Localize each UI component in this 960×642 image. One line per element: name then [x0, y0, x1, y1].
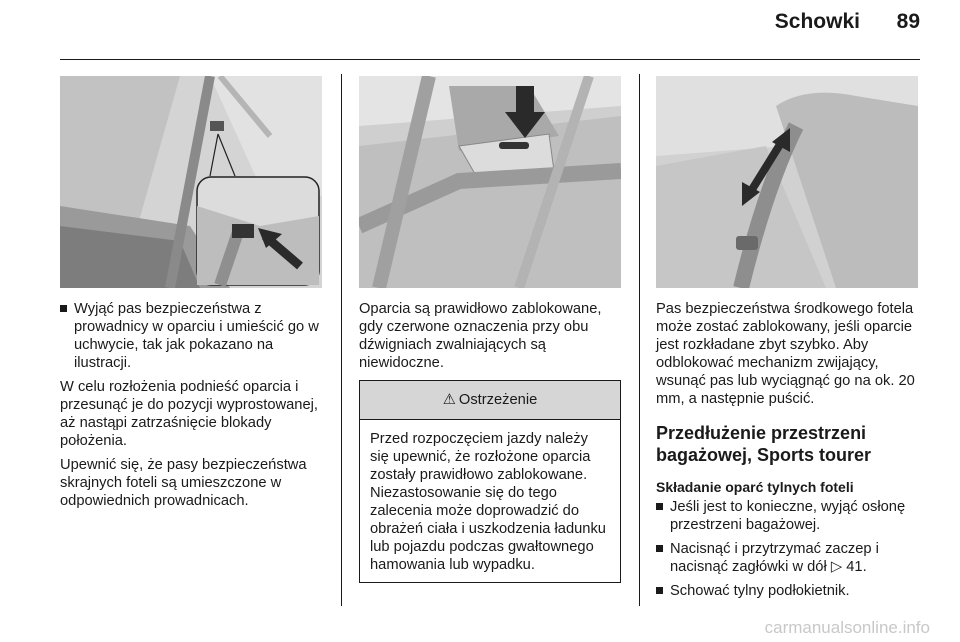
warning-box [359, 380, 621, 583]
list-item-end: . [862, 559, 867, 575]
warning-triangle-icon: ⚠ [442, 392, 456, 408]
middle-column [359, 300, 621, 583]
paragraph: Pas bezpieczeństwa środkowego fotela może zostać zablokowany, jeśli oparcie jest rozkładane zbyt szybko. Aby odblokować mechanizm zwijający, wsunąć pas lub wyciągnąć go na ok. 20 mm, a następnie puścić. [656, 301, 915, 407]
page-reference-link[interactable]: 41 [846, 559, 863, 575]
seatbelt-guide-illustration [60, 76, 322, 288]
right-column [656, 300, 924, 606]
list-item: Schować tylny podłokietnik. [656, 582, 924, 600]
page-number: 89 [896, 10, 920, 33]
column-divider-right [639, 74, 640, 606]
page-title: Schowki [774, 10, 860, 33]
paragraph: W celu rozłożenia podnieść oparcia i przesunąć je do pozycji wyprostowanej, aż nastąpi zatrzaśnięcie blokady położenia. [60, 379, 318, 449]
warning-body: Przed rozpoczęciem jazdy należy się upewnić, że rozłożone oparcia zostały prawidłowo zablokowane. Niezastosowanie się do tego zalecenia może doprowadzić do obrażeń ciała i uszkodzenia ładunku lub pojazdu podczas gwałtownego hamowania lub wypadku. [370, 431, 606, 573]
column-divider-left [341, 74, 342, 606]
warning-title: Ostrzeżenie [458, 392, 538, 408]
watermark: carmanualsonline.info [764, 618, 930, 637]
list-item [656, 540, 924, 576]
list-item: Jeśli jest to konieczne, wyjąć osłonę przestrzeni bagażowej. [656, 498, 924, 534]
paragraph: Oparcia są prawidłowo zablokowane, gdy czerwone oznaczenia przy obu dźwigniach zwalniających są niewidoczne. [359, 301, 602, 371]
seatback-release-illustration [359, 76, 621, 288]
list-item-text: Nacisnąć i przytrzymać zaczep i nacisnąć zagłówki w dół [670, 541, 879, 575]
header-divider [60, 59, 920, 60]
middle-seatbelt-illustration [656, 76, 918, 288]
page-reference-triangle-icon: ▷ [830, 559, 843, 575]
left-column [60, 300, 326, 516]
paragraph: Upewnić się, że pasy bezpieczeństwa skrajnych foteli są umieszczone w odpowiednich prowadnicach. [60, 457, 307, 509]
sub-heading: Składanie oparć tylnych foteli [656, 479, 854, 495]
section-heading: Przedłużenie przestrzeni bagażowej, Sports tourer [656, 423, 872, 465]
list-item: Wyjąć pas bezpieczeństwa z prowadnicy w oparciu i umieścić go w uchwycie, tak jak pokazano na ilustracji. [60, 300, 326, 372]
warning-header [360, 381, 620, 420]
